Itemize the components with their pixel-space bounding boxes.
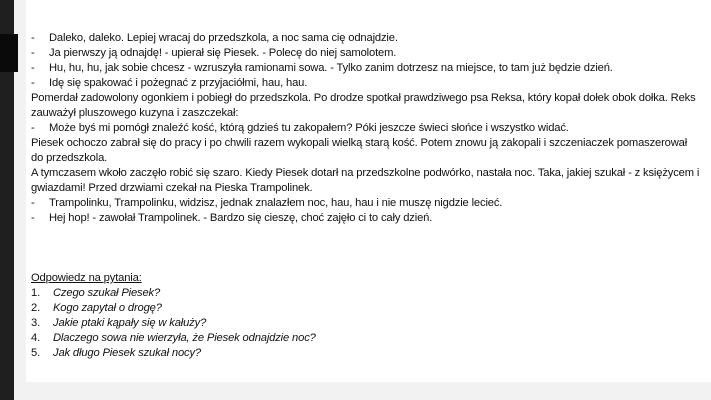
question-item <box>31 301 701 316</box>
question-text: Dlaczego sowa nie wierzyła, że Piesek odnajdzie noc? <box>53 332 316 344</box>
bullet-dash: - <box>31 197 35 209</box>
bullet-dash: - <box>31 32 35 44</box>
bullet-dash: - <box>31 122 35 134</box>
slide-page <box>26 0 711 382</box>
story-line <box>31 211 701 226</box>
question-item <box>31 316 701 331</box>
story-paragraph: A tymczasem wkoło zaczęło robić się szaro. Kiedy Piesek dotarł na przedszkolne podwórko, nastała noc. Taka, jakiej szukał - z księżycem i gwiazdami! Przed drzwiami czekał na Pieska Trampolinek. <box>31 167 700 194</box>
questions-title: Odpowiedz na pytania: <box>31 272 142 284</box>
story-line <box>31 31 701 46</box>
question-number: 1. <box>31 287 41 299</box>
story-paragraph: Pomerdał zadowolony ogonkiem i pobiegł do przedszkola. Po drodze spotkał prawdziwego psa Reksa, który kopał dołek obok dołka. Reks zauważył pluszowego kuzyna i zaszczekał: <box>31 92 696 119</box>
question-number: 3. <box>31 317 41 329</box>
slide-content <box>31 31 701 361</box>
story-text: Może byś mi pomógł znaleźć kość, którą gdzieś tu zakopałem? Póki jeszcze świeci słońce i wszystko widać. <box>49 122 569 134</box>
story-line <box>31 196 701 211</box>
story-text: Ja pierwszy ją odnajdę! - upierał się Piesek. - Polecę do niej samolotem. <box>49 47 397 59</box>
question-text: Czego szukał Piesek? <box>53 287 161 299</box>
question-number: 4. <box>31 332 41 344</box>
story-line <box>31 46 701 61</box>
bullet-dash: - <box>31 62 35 74</box>
story-text: Idę się spakować i pożegnać z przyjaciółmi, hau, hau. <box>49 77 308 89</box>
slide-accent-marker <box>0 34 18 72</box>
bullet-dash: - <box>31 77 35 89</box>
bullet-dash: - <box>31 212 35 224</box>
question-item <box>31 331 701 346</box>
question-number: 2. <box>31 302 41 314</box>
story-paragraph: Piesek ochoczo zabrał się do pracy i po chwili razem wykopali wielką starą kość. Potem znowu ją zakopali i szczeniaczek pomaszerował do przedszkola. <box>31 137 688 164</box>
question-text: Jakie ptaki kąpały się w kałuży? <box>53 317 207 329</box>
story-text: Hej hop! - zawołał Trampolinek. - Bardzo się cieszę, choć zajęło ci to cały dzień. <box>49 212 433 224</box>
story-line <box>31 121 701 136</box>
story-text: Trampolinku, Trampolinku, widzisz, jednak znalazłem noc, hau, hau i nie muszę nigdzie lecieć. <box>49 197 503 209</box>
question-text: Jak długo Piesek szukał nocy? <box>53 347 202 359</box>
story-line <box>31 76 701 91</box>
bullet-dash: - <box>31 47 35 59</box>
spacer <box>31 226 701 271</box>
story-text: Hu, hu, hu, jak sobie chcesz - wzruszyła ramionami sowa. - Tylko zanim dotrzesz na miejsce, to tam już będzie dzień. <box>49 62 613 74</box>
question-text: Kogo zapytał o drogę? <box>53 302 162 314</box>
story-line <box>31 61 701 76</box>
question-item <box>31 346 701 361</box>
question-item <box>31 286 701 301</box>
story-text: Daleko, daleko. Lepiej wracaj do przedszkola, a noc sama cię odnajdzie. <box>49 32 398 44</box>
question-number: 5. <box>31 347 41 359</box>
